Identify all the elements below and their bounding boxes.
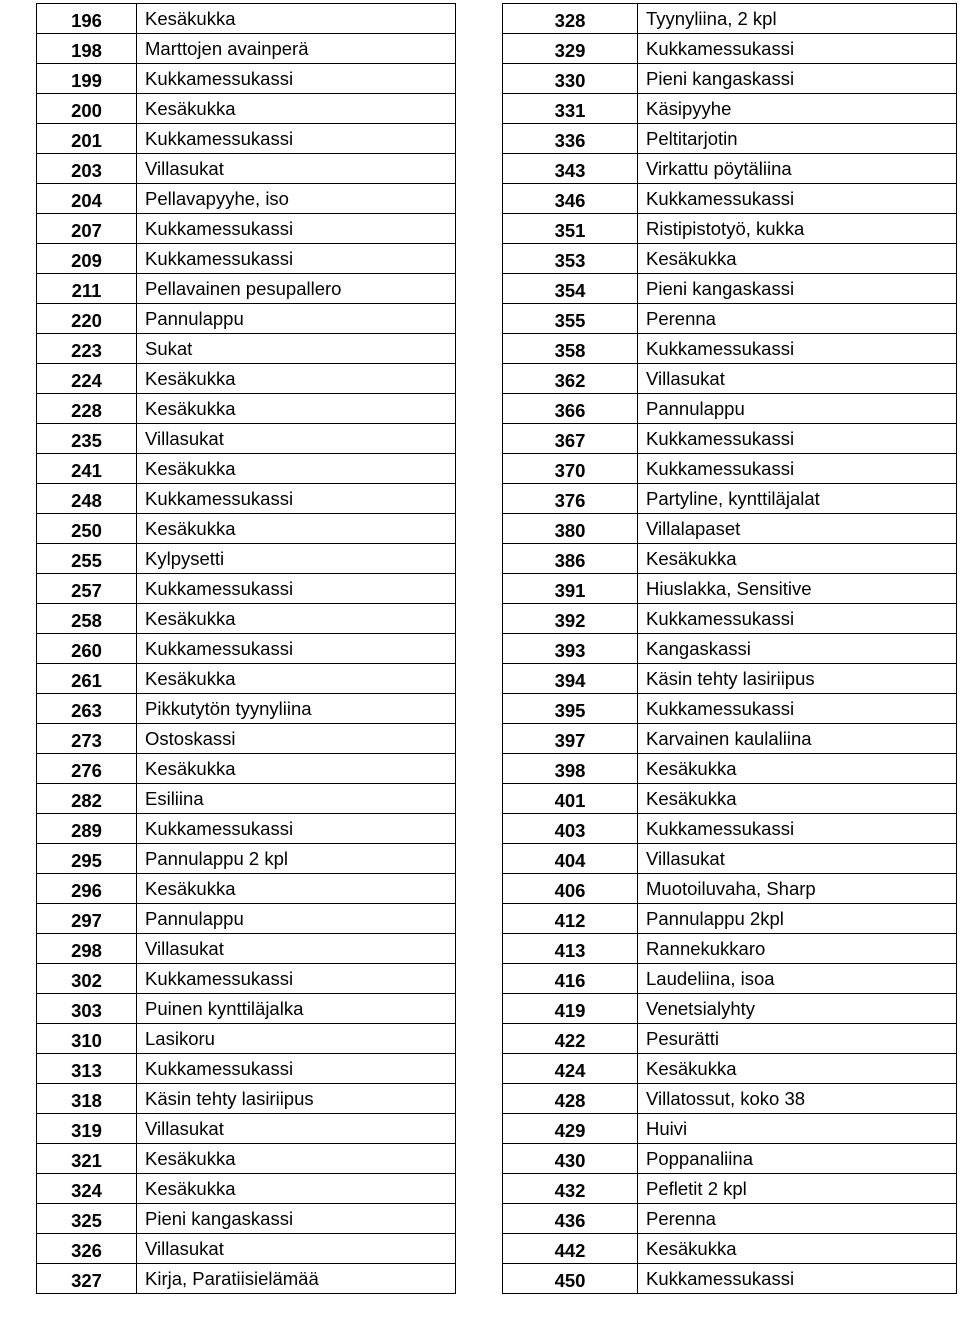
table-row	[503, 124, 957, 154]
table-row	[37, 214, 456, 244]
table-row	[503, 1234, 957, 1264]
left-table-body	[37, 4, 456, 1294]
item-number: 353	[503, 244, 638, 274]
item-number: 207	[37, 214, 137, 244]
item-number: 204	[37, 184, 137, 214]
table-row	[37, 364, 456, 394]
table-row	[503, 424, 957, 454]
item-number: 248	[37, 484, 137, 514]
item-number: 436	[503, 1204, 638, 1234]
item-name: Kesäkukka	[638, 1054, 957, 1084]
table-row	[503, 1114, 957, 1144]
item-name: Partyline, kynttiläjalat	[638, 484, 957, 514]
item-name: Pannulappu	[137, 904, 456, 934]
table-row	[503, 934, 957, 964]
table-row	[37, 1234, 456, 1264]
item-name: Villasukat	[137, 424, 456, 454]
item-name: Kesäkukka	[638, 1234, 957, 1264]
table-row	[503, 154, 957, 184]
table-row	[37, 514, 456, 544]
item-number: 403	[503, 814, 638, 844]
item-number: 362	[503, 364, 638, 394]
item-name: Ristipistotyö, kukka	[638, 214, 957, 244]
table-row	[503, 874, 957, 904]
table-row	[37, 184, 456, 214]
item-name: Villasukat	[137, 934, 456, 964]
item-name: Kesäkukka	[638, 244, 957, 274]
item-name: Tyynyliina, 2 kpl	[638, 4, 957, 34]
item-number: 424	[503, 1054, 638, 1084]
item-name: Laudeliina, isoa	[638, 964, 957, 994]
item-number: 331	[503, 94, 638, 124]
item-number: 263	[37, 694, 137, 724]
item-number: 203	[37, 154, 137, 184]
item-number: 223	[37, 334, 137, 364]
table-row	[503, 904, 957, 934]
item-number: 367	[503, 424, 638, 454]
item-name: Kangaskassi	[638, 634, 957, 664]
item-number: 398	[503, 754, 638, 784]
item-number: 327	[37, 1264, 137, 1294]
item-name: Kukkamessukassi	[137, 484, 456, 514]
item-name: Kesäkukka	[137, 94, 456, 124]
table-row	[37, 124, 456, 154]
item-number: 346	[503, 184, 638, 214]
table-row	[37, 574, 456, 604]
item-name: Marttojen avainperä	[137, 34, 456, 64]
item-number: 450	[503, 1264, 638, 1294]
item-number: 428	[503, 1084, 638, 1114]
item-name: Kesäkukka	[137, 754, 456, 784]
item-name: Kesäkukka	[137, 514, 456, 544]
table-row	[37, 1204, 456, 1234]
item-name: Kesäkukka	[137, 664, 456, 694]
item-number: 366	[503, 394, 638, 424]
item-name: Kukkamessukassi	[137, 1054, 456, 1084]
item-name: Kukkamessukassi	[137, 124, 456, 154]
item-number: 199	[37, 64, 137, 94]
item-name: Venetsialyhty	[638, 994, 957, 1024]
table-row	[503, 244, 957, 274]
table-row	[37, 1144, 456, 1174]
table-row	[503, 964, 957, 994]
table-row	[503, 694, 957, 724]
item-name: Kesäkukka	[137, 1144, 456, 1174]
item-number: 319	[37, 1114, 137, 1144]
table-row	[503, 274, 957, 304]
item-name: Kukkamessukassi	[638, 34, 957, 64]
table-row	[503, 454, 957, 484]
item-number: 413	[503, 934, 638, 964]
item-name: Perenna	[638, 304, 957, 334]
item-number: 355	[503, 304, 638, 334]
item-number: 358	[503, 334, 638, 364]
table-row	[503, 544, 957, 574]
item-name: Ostoskassi	[137, 724, 456, 754]
item-number: 250	[37, 514, 137, 544]
item-number: 201	[37, 124, 137, 154]
item-number: 330	[503, 64, 638, 94]
table-row	[37, 1174, 456, 1204]
item-name: Kukkamessukassi	[137, 244, 456, 274]
item-name: Pannulappu 2kpl	[638, 904, 957, 934]
item-number: 211	[37, 274, 137, 304]
item-number: 354	[503, 274, 638, 304]
table-row	[503, 634, 957, 664]
table-row	[37, 964, 456, 994]
item-number: 395	[503, 694, 638, 724]
table-row	[37, 604, 456, 634]
item-name: Sukat	[137, 334, 456, 364]
item-number: 429	[503, 1114, 638, 1144]
item-number: 302	[37, 964, 137, 994]
table-row	[37, 64, 456, 94]
item-number: 324	[37, 1174, 137, 1204]
item-name: Kesäkukka	[137, 364, 456, 394]
table-row	[503, 64, 957, 94]
item-name: Pannulappu	[638, 394, 957, 424]
item-number: 393	[503, 634, 638, 664]
table-row	[37, 904, 456, 934]
table-row	[37, 1024, 456, 1054]
item-name: Kesäkukka	[638, 544, 957, 574]
item-name: Peltitarjotin	[638, 124, 957, 154]
item-name: Kylpysetti	[137, 544, 456, 574]
table-row	[503, 1204, 957, 1234]
item-name: Kukkamessukassi	[638, 184, 957, 214]
table-row	[37, 724, 456, 754]
item-number: 419	[503, 994, 638, 1024]
item-number: 430	[503, 1144, 638, 1174]
item-number: 310	[37, 1024, 137, 1054]
item-number: 257	[37, 574, 137, 604]
item-name: Pefletit 2 kpl	[638, 1174, 957, 1204]
table-row	[37, 754, 456, 784]
item-name: Pannulappu 2 kpl	[137, 844, 456, 874]
table-row	[503, 334, 957, 364]
item-name: Kukkamessukassi	[638, 334, 957, 364]
item-name: Villatossut, koko 38	[638, 1084, 957, 1114]
item-number: 258	[37, 604, 137, 634]
table-row	[37, 34, 456, 64]
table-row	[503, 1024, 957, 1054]
table-row	[503, 844, 957, 874]
item-name: Kukkamessukassi	[137, 634, 456, 664]
item-name: Kukkamessukassi	[638, 694, 957, 724]
table-row	[37, 844, 456, 874]
item-number: 404	[503, 844, 638, 874]
table-row	[503, 34, 957, 64]
table-row	[37, 4, 456, 34]
item-number: 260	[37, 634, 137, 664]
item-number: 397	[503, 724, 638, 754]
item-name: Virkattu pöytäliina	[638, 154, 957, 184]
table-row	[37, 154, 456, 184]
table-row	[37, 1264, 456, 1294]
item-number: 289	[37, 814, 137, 844]
item-number: 282	[37, 784, 137, 814]
item-number: 416	[503, 964, 638, 994]
table-row	[503, 994, 957, 1024]
table-row	[503, 604, 957, 634]
item-number: 329	[503, 34, 638, 64]
item-name: Kukkamessukassi	[137, 814, 456, 844]
table-row	[37, 1114, 456, 1144]
item-number: 196	[37, 4, 137, 34]
item-number: 235	[37, 424, 137, 454]
table-row	[503, 1144, 957, 1174]
item-name: Kukkamessukassi	[638, 814, 957, 844]
item-number: 392	[503, 604, 638, 634]
table-row	[37, 424, 456, 454]
table-row	[37, 274, 456, 304]
table-row	[37, 934, 456, 964]
item-number: 412	[503, 904, 638, 934]
item-name: Kukkamessukassi	[638, 1264, 957, 1294]
item-number: 328	[503, 4, 638, 34]
item-name: Pannulappu	[137, 304, 456, 334]
item-name: Kirja, Paratiisielämää	[137, 1264, 456, 1294]
item-number: 261	[37, 664, 137, 694]
item-number: 326	[37, 1234, 137, 1264]
item-name: Kukkamessukassi	[638, 604, 957, 634]
table-row	[37, 664, 456, 694]
item-name: Kesäkukka	[137, 1174, 456, 1204]
item-number: 209	[37, 244, 137, 274]
item-name: Kukkamessukassi	[137, 214, 456, 244]
item-number: 313	[37, 1054, 137, 1084]
item-name: Kukkamessukassi	[638, 424, 957, 454]
item-number: 276	[37, 754, 137, 784]
item-name: Pikkutytön tyynyliina	[137, 694, 456, 724]
item-number: 386	[503, 544, 638, 574]
item-number: 298	[37, 934, 137, 964]
item-number: 370	[503, 454, 638, 484]
item-number: 200	[37, 94, 137, 124]
table-row	[37, 244, 456, 274]
item-number: 406	[503, 874, 638, 904]
item-number: 380	[503, 514, 638, 544]
table-row	[37, 334, 456, 364]
item-number: 224	[37, 364, 137, 394]
table-row	[37, 1054, 456, 1084]
item-name: Hiuslakka, Sensitive	[638, 574, 957, 604]
item-number: 198	[37, 34, 137, 64]
table-row	[503, 394, 957, 424]
item-name: Kukkamessukassi	[137, 964, 456, 994]
item-name: Pellavainen pesupallero	[137, 274, 456, 304]
table-row	[503, 514, 957, 544]
item-name: Kesäkukka	[137, 4, 456, 34]
item-number: 336	[503, 124, 638, 154]
table-row	[503, 724, 957, 754]
item-number: 318	[37, 1084, 137, 1114]
item-name: Lasikoru	[137, 1024, 456, 1054]
item-name: Villasukat	[137, 1114, 456, 1144]
item-name: Huivi	[638, 1114, 957, 1144]
item-number: 343	[503, 154, 638, 184]
table-row	[503, 664, 957, 694]
item-name: Kesäkukka	[137, 454, 456, 484]
item-number: 422	[503, 1024, 638, 1054]
item-number: 391	[503, 574, 638, 604]
item-number: 241	[37, 454, 137, 484]
table-row	[503, 784, 957, 814]
item-number: 303	[37, 994, 137, 1024]
item-name: Pesurätti	[638, 1024, 957, 1054]
item-name: Poppanaliina	[638, 1144, 957, 1174]
item-name: Pellavapyyhe, iso	[137, 184, 456, 214]
item-name: Villasukat	[137, 1234, 456, 1264]
item-number: 321	[37, 1144, 137, 1174]
item-number: 325	[37, 1204, 137, 1234]
item-name: Käsipyyhe	[638, 94, 957, 124]
table-row	[503, 214, 957, 244]
item-name: Villasukat	[137, 154, 456, 184]
item-name: Kukkamessukassi	[137, 574, 456, 604]
item-name: Villasukat	[638, 844, 957, 874]
item-name: Käsin tehty lasiriipus	[137, 1084, 456, 1114]
table-row	[503, 1054, 957, 1084]
item-name: Kesäkukka	[137, 874, 456, 904]
item-number: 401	[503, 784, 638, 814]
item-name: Kesäkukka	[638, 784, 957, 814]
item-name: Rannekukkaro	[638, 934, 957, 964]
item-name: Villalapaset	[638, 514, 957, 544]
item-number: 442	[503, 1234, 638, 1264]
right-number-table	[502, 3, 957, 1294]
table-row	[503, 574, 957, 604]
item-name: Muotoiluvaha, Sharp	[638, 874, 957, 904]
table-row	[503, 814, 957, 844]
table-row	[503, 1264, 957, 1294]
item-number: 273	[37, 724, 137, 754]
item-number: 295	[37, 844, 137, 874]
item-name: Pieni kangaskassi	[638, 274, 957, 304]
item-name: Kesäkukka	[638, 754, 957, 784]
table-row	[503, 364, 957, 394]
item-name: Perenna	[638, 1204, 957, 1234]
table-row	[37, 454, 456, 484]
item-number: 394	[503, 664, 638, 694]
item-name: Pieni kangaskassi	[638, 64, 957, 94]
item-name: Kesäkukka	[137, 394, 456, 424]
table-row	[37, 694, 456, 724]
item-number: 220	[37, 304, 137, 334]
table-row	[503, 4, 957, 34]
table-row	[37, 874, 456, 904]
item-name: Pieni kangaskassi	[137, 1204, 456, 1234]
table-row	[37, 814, 456, 844]
item-name: Karvainen kaulaliina	[638, 724, 957, 754]
table-row	[503, 754, 957, 784]
item-number: 376	[503, 484, 638, 514]
item-name: Käsin tehty lasiriipus	[638, 664, 957, 694]
table-row	[37, 994, 456, 1024]
right-table-body	[503, 4, 957, 1294]
table-row	[503, 184, 957, 214]
item-number: 296	[37, 874, 137, 904]
table-row	[37, 544, 456, 574]
table-row	[503, 1174, 957, 1204]
table-row	[37, 484, 456, 514]
table-row	[37, 94, 456, 124]
item-number: 351	[503, 214, 638, 244]
table-row	[37, 634, 456, 664]
item-name: Kesäkukka	[137, 604, 456, 634]
table-row	[503, 1084, 957, 1114]
table-row	[37, 394, 456, 424]
table-row	[37, 1084, 456, 1114]
table-row	[503, 484, 957, 514]
item-number: 255	[37, 544, 137, 574]
table-row	[503, 304, 957, 334]
item-name: Villasukat	[638, 364, 957, 394]
item-number: 297	[37, 904, 137, 934]
table-row	[503, 94, 957, 124]
item-name: Kukkamessukassi	[638, 454, 957, 484]
table-row	[37, 784, 456, 814]
table-row	[37, 304, 456, 334]
item-name: Kukkamessukassi	[137, 64, 456, 94]
left-number-table	[36, 3, 456, 1294]
item-name: Puinen kynttiläjalka	[137, 994, 456, 1024]
item-name: Esiliina	[137, 784, 456, 814]
item-number: 228	[37, 394, 137, 424]
item-number: 432	[503, 1174, 638, 1204]
